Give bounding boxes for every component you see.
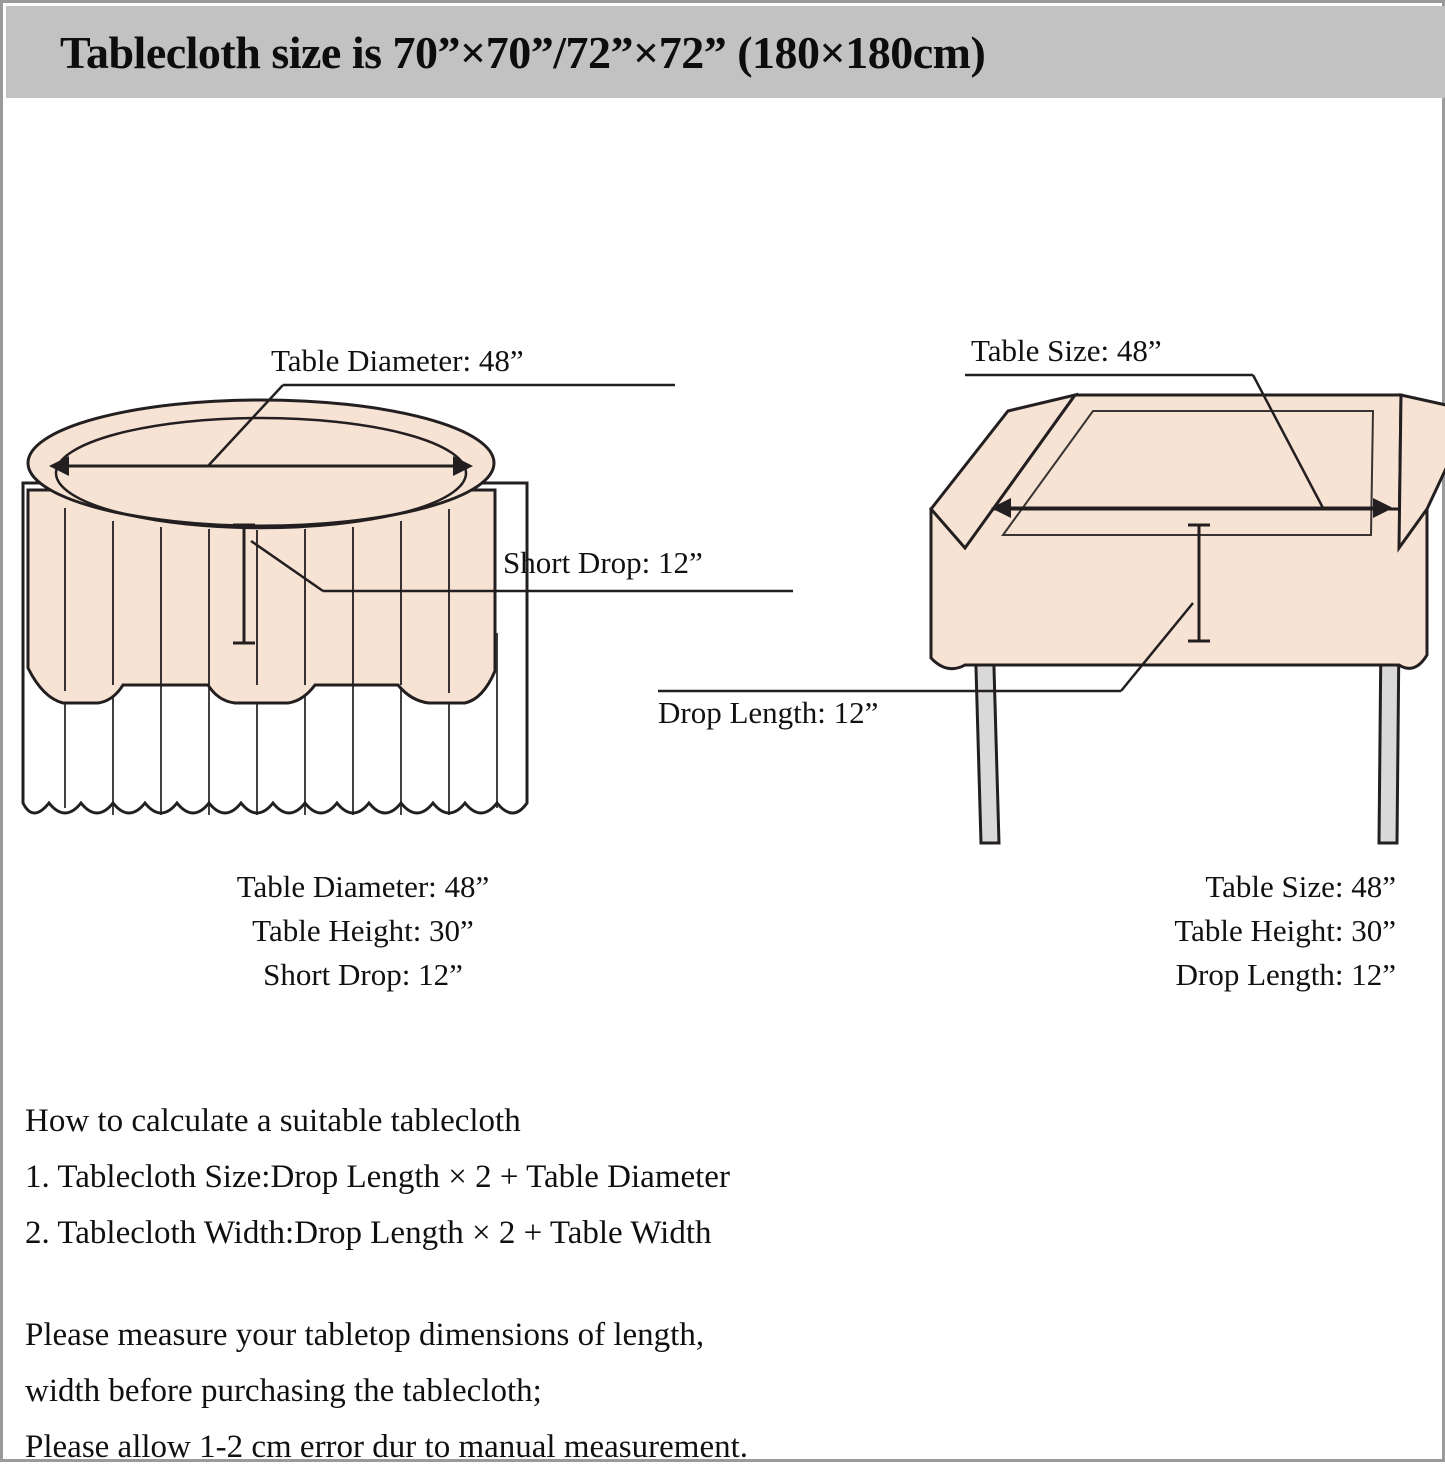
notes-formula-2: 2. Tablecloth Width:Drop Length × 2 + Table Width (25, 1215, 712, 1251)
rect-drop-label: Drop Length: 12” (658, 695, 879, 730)
rect-table-caption (796, 865, 1396, 997)
round-caption-line-2: Table Height: 30” (252, 913, 474, 948)
rect-size-label: Table Size: 48” (971, 333, 1162, 368)
notes-formula-1: 1. Tablecloth Size:Drop Length × 2 + Table Diameter (25, 1159, 730, 1195)
notes-heading: How to calculate a suitable tablecloth (25, 1103, 521, 1139)
tablecloth-diagrams-svg (3, 303, 1445, 863)
rect-caption-line-3: Drop Length: 12” (1175, 957, 1396, 992)
notes-block (25, 1093, 1415, 1475)
notes-spacer (25, 1261, 1415, 1307)
round-table-group (23, 343, 793, 815)
round-caption-line-1: Table Diameter: 48” (236, 869, 490, 904)
rect-table-group (658, 333, 1445, 843)
page-title: Tablecloth size is 70”×70”/72”×72” (180×180cm) (60, 26, 986, 78)
round-diameter-label: Table Diameter: 48” (271, 343, 524, 378)
rect-caption-line-1: Table Size: 48” (1205, 869, 1396, 904)
rect-caption-line-2: Table Height: 30” (1174, 913, 1396, 948)
round-caption-line-3: Short Drop: 12” (263, 957, 463, 992)
header-bar (6, 6, 1445, 98)
notes-measure-1: Please measure your tabletop dimensions of length, (25, 1317, 705, 1353)
round-drop-label: Short Drop: 12” (503, 545, 703, 580)
notes-measure-3: Please allow 1-2 cm error dur to manual measurement. (25, 1429, 749, 1465)
diagram-area (3, 303, 1445, 863)
round-table-caption (63, 865, 663, 997)
notes-measure-2: width before purchasing the tablecloth; (25, 1373, 542, 1409)
